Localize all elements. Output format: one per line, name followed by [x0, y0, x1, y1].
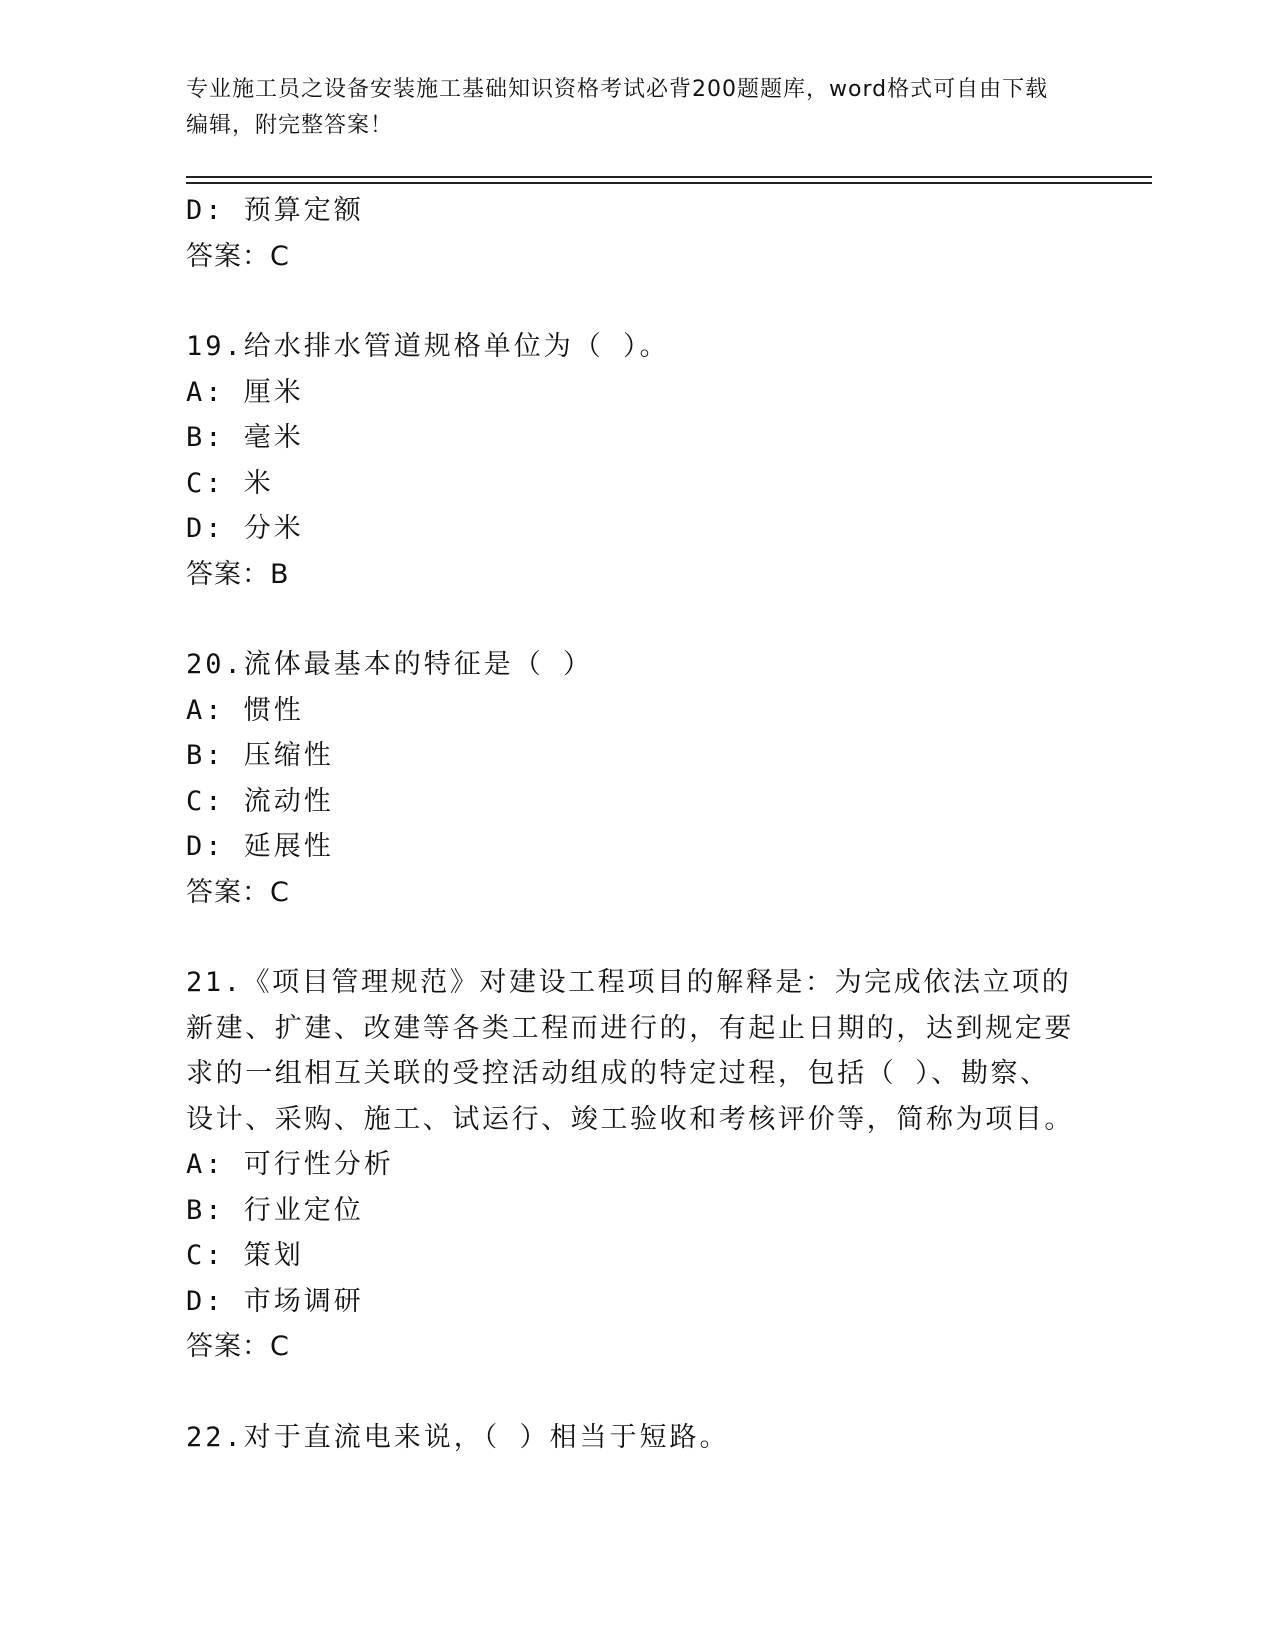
- question-21-option-c: C: 策划: [186, 1240, 304, 1271]
- header-divider-bottom: [186, 182, 1152, 184]
- carryover-answer: 答案：C: [186, 240, 290, 272]
- document-header-title: 专业施工员之设备安装施工基础知识资格考试必背200题题库，word格式可自由下载编辑，附完整答案！: [186, 77, 1049, 138]
- question-19-option-c: C: 米: [186, 467, 274, 499]
- carryover-option-d: D: 预算定额: [186, 195, 364, 226]
- question-21-option-a: A: 可行性分析: [186, 1149, 394, 1180]
- question-20-stem: 20.流体最基本的特征是（ ）: [186, 649, 594, 680]
- question-20-answer: 答案：C: [186, 876, 290, 908]
- question-20-option-a: A: 惯性: [186, 694, 304, 726]
- question-21-option-d: D: 市场调研: [186, 1285, 364, 1317]
- question-20-option-b: B: 压缩性: [186, 740, 334, 771]
- question-19-answer: 答案：B: [186, 558, 290, 590]
- question-list: [186, 188, 1076, 1460]
- header-divider-top: [186, 176, 1152, 178]
- question-21-option-b: B: 行业定位: [186, 1194, 364, 1226]
- question-20-option-c: C: 流动性: [186, 785, 334, 817]
- question-21-stem: 21.《项目管理规范》对建设工程项目的解释是：为完成依法立项的新建、扩建、改建等各类工程而进行的，有起止日期的，达到规定要求的一组相互关联的受控活动组成的特定过程，包括（ ）、勘察、设计、采购、施工、试运行、竣工验收和考核评价等，简称为项目。: [186, 967, 1074, 1135]
- question-19-option-d: D: 分米: [186, 513, 304, 544]
- question-22-stem: 22.对于直流电来说，（ ）相当于短路。: [186, 1421, 730, 1453]
- question-20-option-d: D: 延展性: [186, 831, 334, 862]
- question-21-answer: 答案：C: [186, 1331, 290, 1362]
- question-19-option-b: B: 毫米: [186, 422, 304, 453]
- question-19-option-a: A: 厘米: [186, 376, 304, 408]
- question-19-stem: 19.给水排水管道规格单位为（ ）。: [186, 331, 670, 362]
